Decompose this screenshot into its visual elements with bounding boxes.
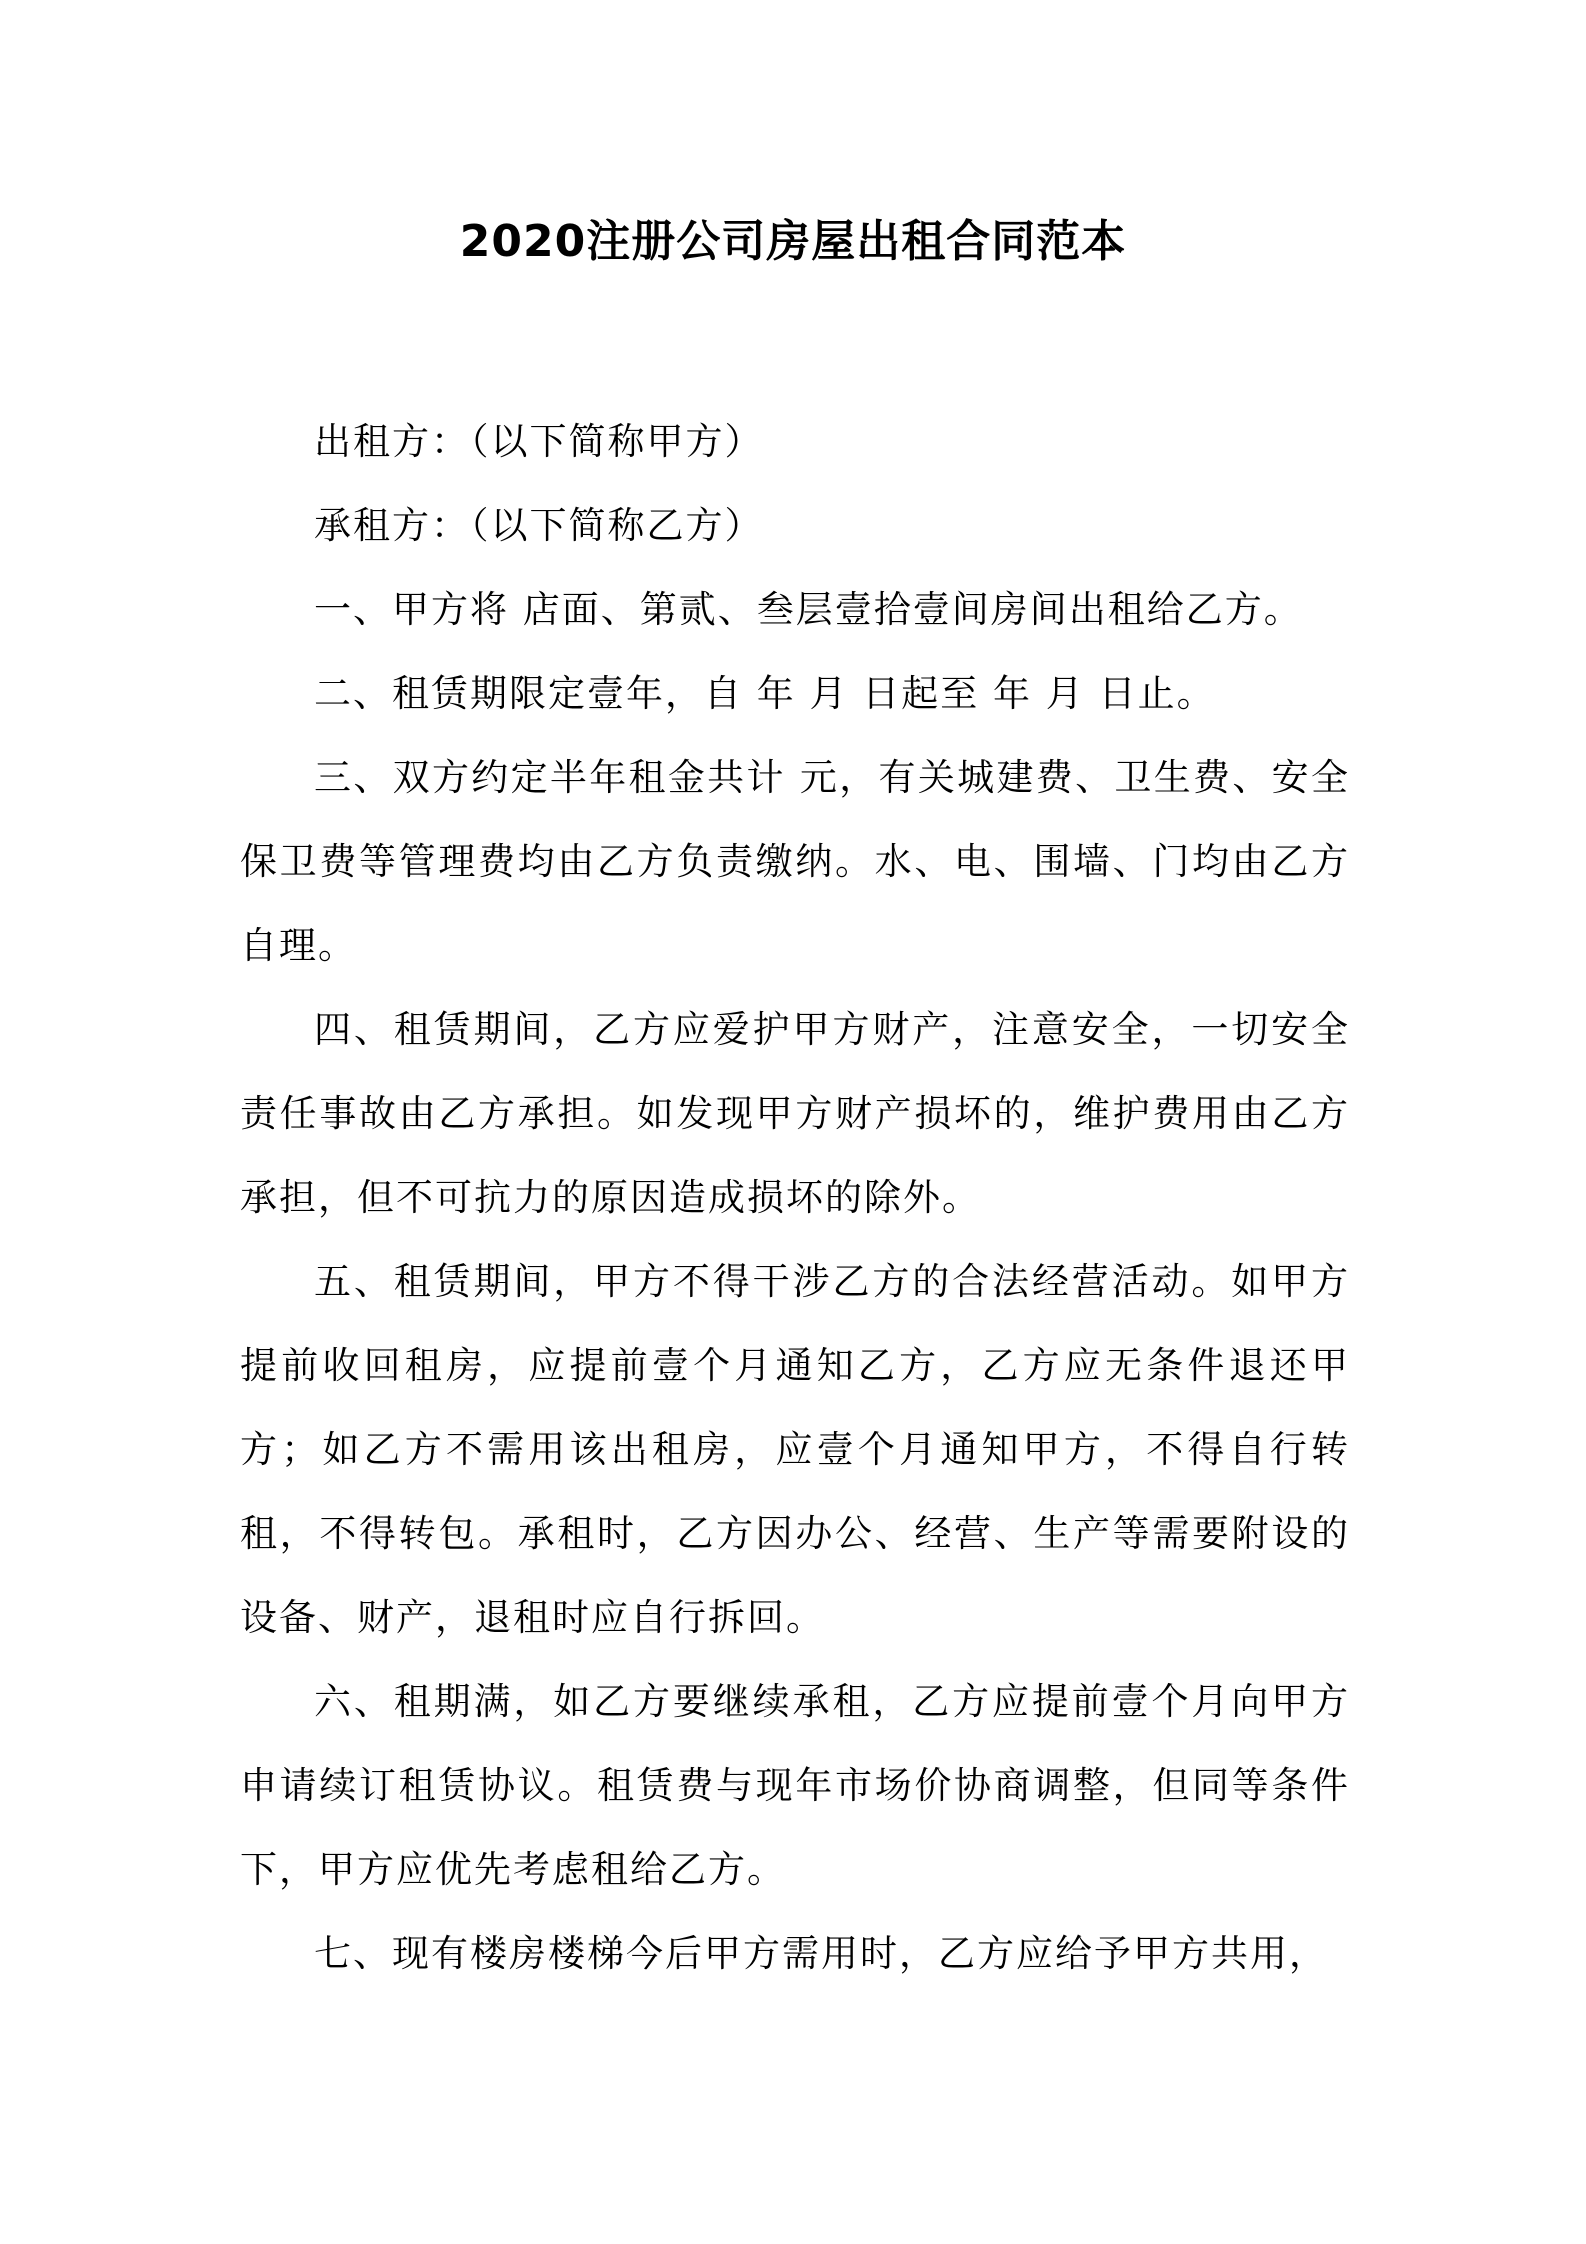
clause-4: 四、租赁期间，乙方应爱护甲方财产，注意安全，一切安全责任事故由乙方承担。如发现甲方财产损坏的，维护费用由乙方承担，但不可抗力的原因造成损坏的除外。	[240, 1008, 1350, 1219]
contract-body	[240, 400, 1350, 1996]
clause-5: 五、租赁期间，甲方不得干涉乙方的合法经营活动。如甲方提前收回租房，应提前壹个月通知乙方，乙方应无条件退还甲方；如乙方不需用该出租房，应壹个月通知甲方，不得自行转租，不得转包。承租时，乙方因办公、经营、生产等需要附设的设备、财产，退租时应自行拆回。	[240, 1260, 1350, 1639]
clause-3: 三、双方约定半年租金共计 元，有关城建费、卫生费、安全保卫费等管理费均由乙方负责缴纳。水、电、围墙、门均由乙方自理。	[240, 756, 1350, 967]
clause-2: 二、租赁期限定壹年，自 年 月 日起至 年 月 日止。	[314, 672, 1216, 715]
document-title: 2020注册公司房屋出租合同范本	[459, 216, 1127, 267]
lessor-line: 出租方：（以下简称甲方）	[314, 420, 764, 463]
clause-1: 一、甲方将 店面、第贰、叁层壹拾壹间房间出租给乙方。	[314, 588, 1303, 631]
lessee-line: 承租方：（以下简称乙方）	[314, 504, 764, 547]
clause-6: 六、租期满，如乙方要继续承租，乙方应提前壹个月向甲方申请续订租赁协议。租赁费与现年市场价协商调整，但同等条件下，甲方应优先考虑租给乙方。	[240, 1680, 1350, 1891]
clause-7: 七、现有楼房楼梯今后甲方需用时，乙方应给予甲方共用，	[314, 1932, 1328, 1975]
